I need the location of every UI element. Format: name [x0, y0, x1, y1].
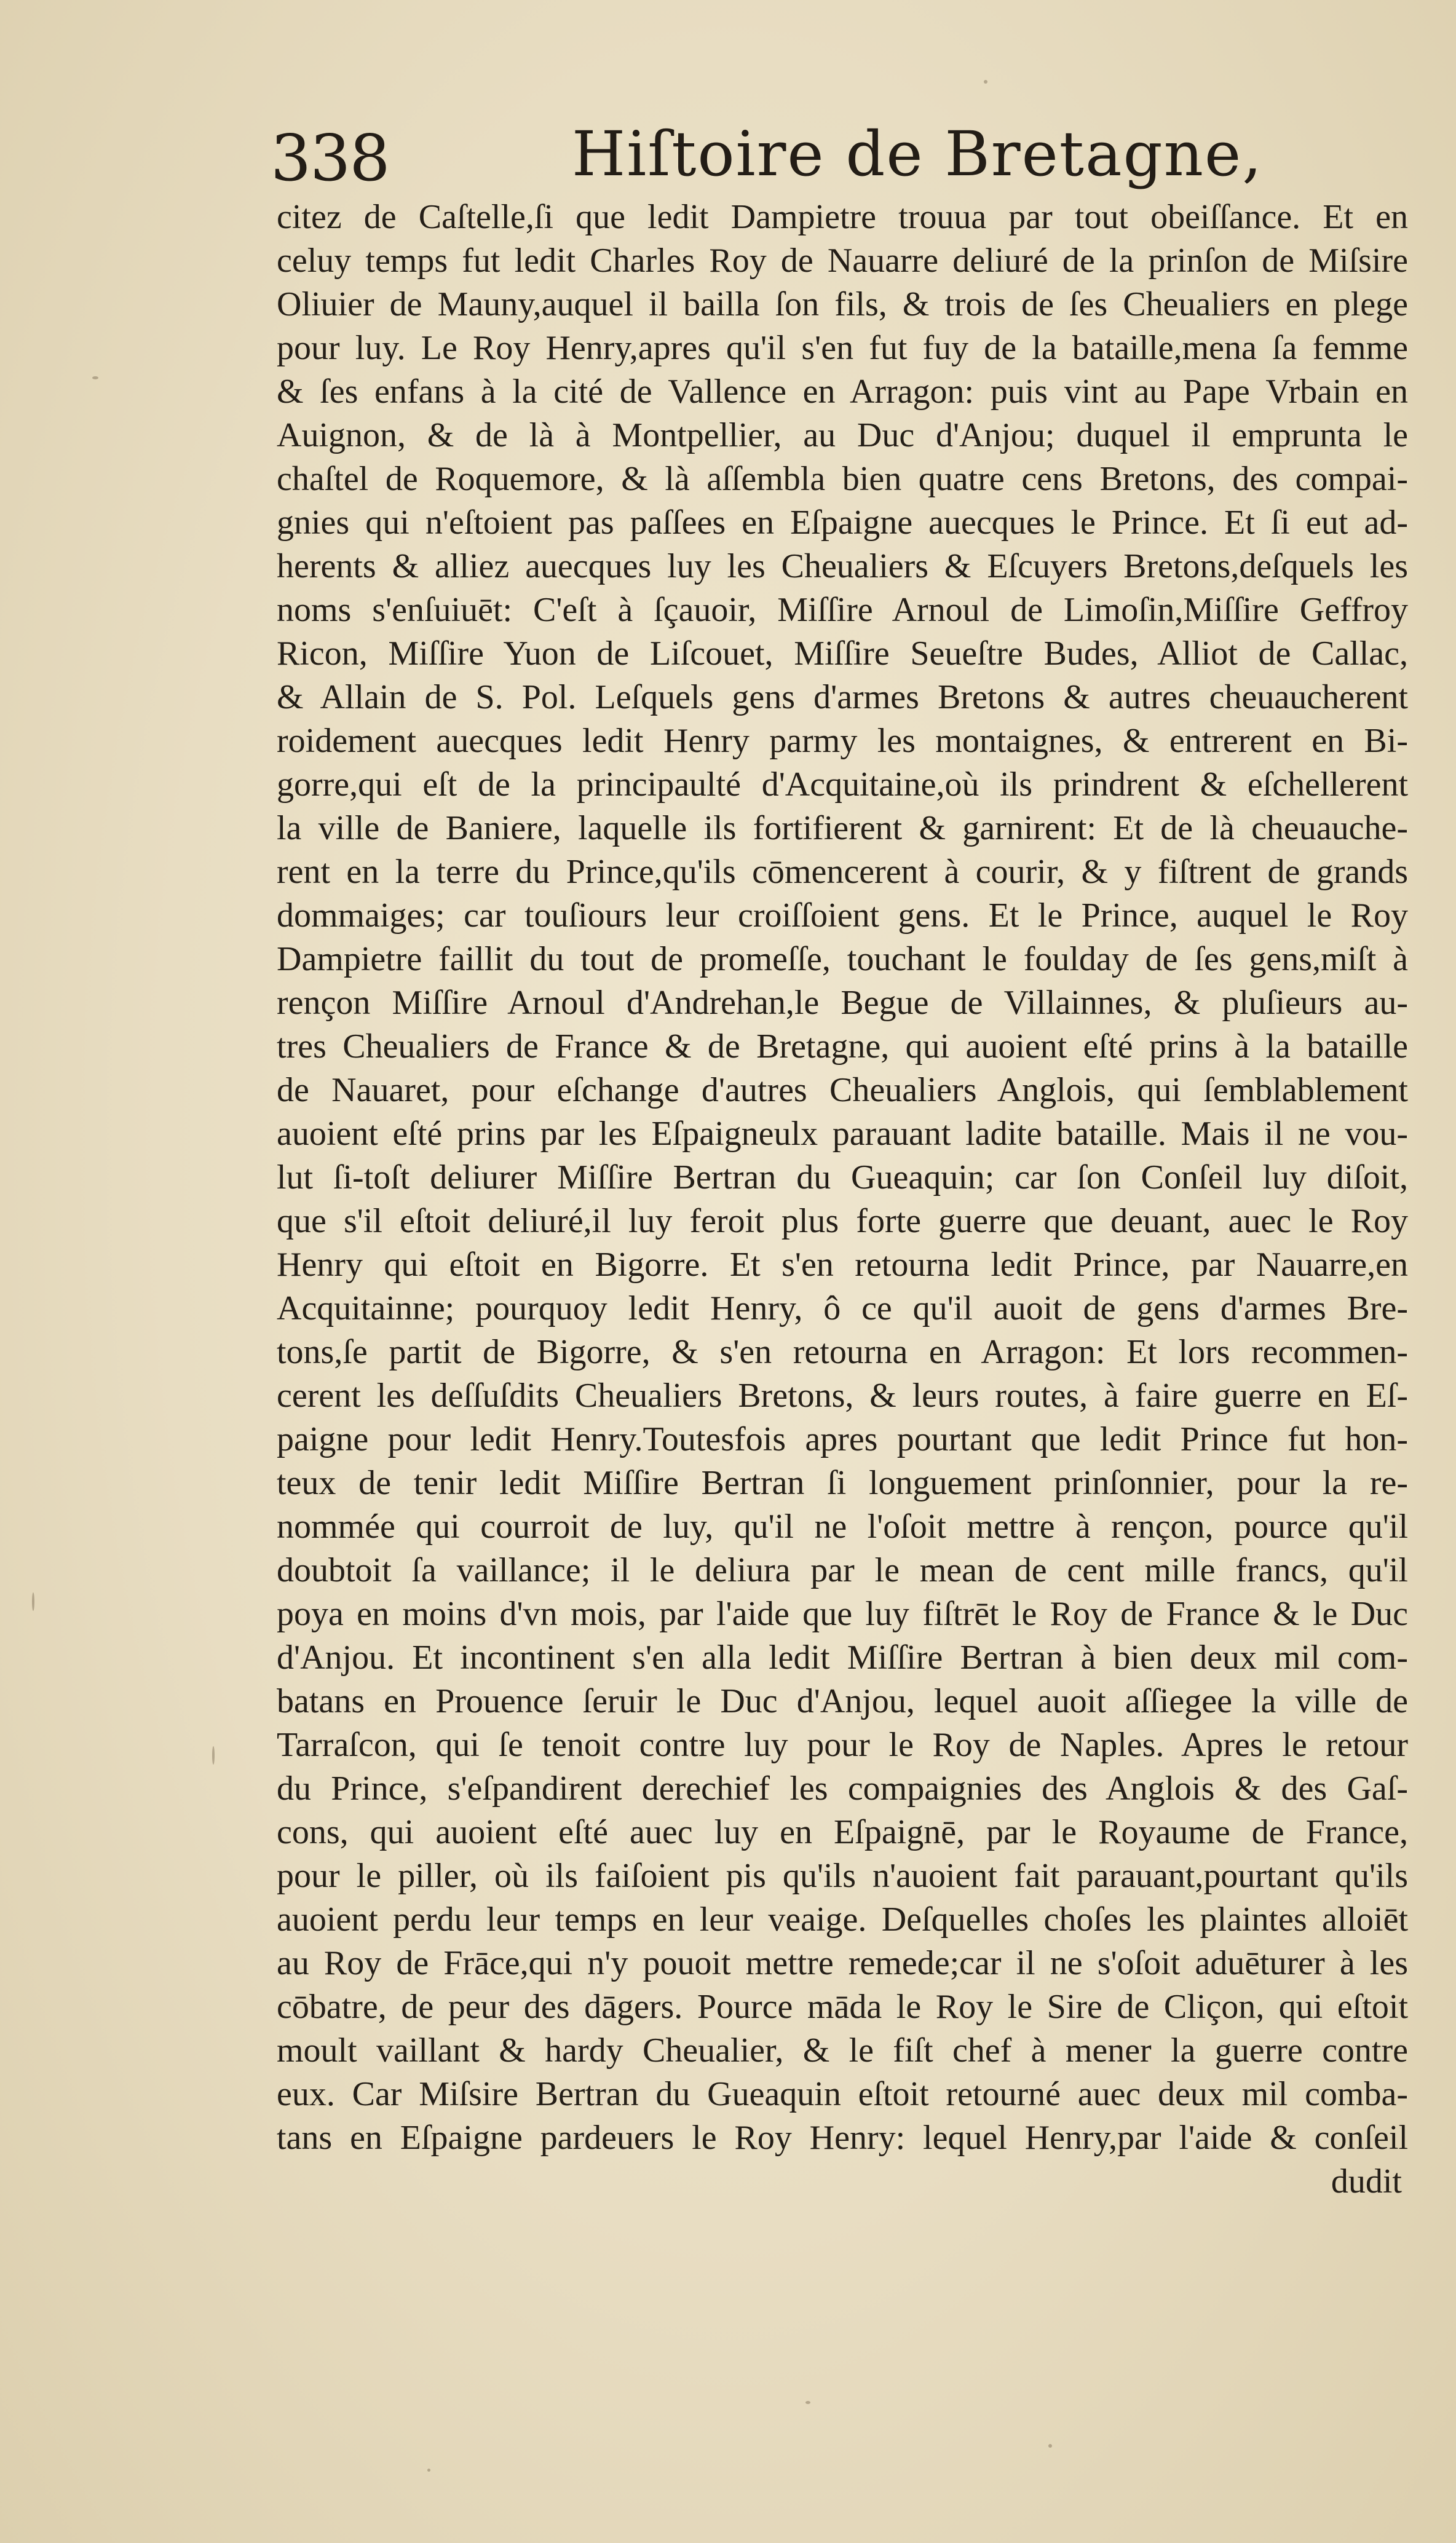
text-line: poya en moins d'vn mois, par l'aide que luy fiſtrēt le Roy de France & le Duc	[277, 1595, 1408, 1633]
text-line: lut ſi-toſt deliurer Miſſire Bertran du Gueaquin; car ſon Conſeil luy diſoit,	[277, 1158, 1408, 1196]
catchword: dudit	[1331, 2162, 1402, 2201]
text-line: dommaiges; car touſiours leur croiſſoient gens. Et le Prince, auquel le Roy	[277, 896, 1408, 935]
text-line: noms s'enſuiuēt: C'eſt à ſçauoir, Miſſire Arnoul de Limoſin,Miſſire Geffroy	[277, 591, 1408, 629]
page-number: 338	[271, 121, 389, 196]
paper-speck	[984, 80, 987, 84]
text-line: paigne pour ledit Henry.Toutesfois apres pourtant que ledit Prince fut hon-	[277, 1420, 1408, 1458]
text-line: batans en Prouence ſeruir le Duc d'Anjou, lequel auoit aſſiegee la ville de	[277, 1682, 1408, 1720]
text-line: tres Cheualiers de France & de Bretagne, qui auoient eſté prins à la bataille	[277, 1027, 1408, 1066]
text-line: celuy temps fut ledit Charles Roy de Nauarre deliuré de la prinſon de Miſsire	[277, 242, 1408, 280]
text-line: citez de Caſtelle,ſi que ledit Dampietre trouua par tout obeiſſance. Et en	[277, 198, 1408, 236]
text-line: roidement auecques ledit Henry parmy les montaignes, & entrerent en Bi-	[277, 722, 1408, 760]
paper-speck	[92, 376, 98, 379]
running-title: Hiſtoire de Bretagne,	[572, 118, 1263, 190]
paper-speck	[1048, 2444, 1052, 2448]
text-line: Dampietre faillit du tout de promeſſe, touchant le foulday de ſes gens,miſt à	[277, 940, 1408, 978]
paper-speck	[805, 2401, 810, 2404]
text-line: moult vaillant & hardy Cheualier, & le fiſt chef à mener la guerre contre	[277, 2031, 1408, 2070]
text-line: cons, qui auoient eſté auec luy en Eſpaignē, par le Royaume de France,	[277, 1813, 1408, 1851]
text-line: pour luy. Le Roy Henry,apres qu'il s'en fut fuy de la bataille,mena ſa femme	[277, 329, 1408, 367]
text-line: de Nauaret, pour eſchange d'autres Cheualiers Anglois, qui ſemblablement	[277, 1071, 1408, 1109]
text-line: rençon Miſſire Arnoul d'Andrehan,le Begue de Villainnes, & pluſieurs au-	[277, 984, 1408, 1022]
text-line: & Allain de S. Pol. Leſquels gens d'armes Bretons & autres cheuaucherent	[277, 678, 1408, 716]
text-line: que s'il eſtoit deliuré,il luy feroit plus forte guerre que deuant, auec le Roy	[277, 1202, 1408, 1240]
paper-speck	[427, 2469, 430, 2472]
text-line: auoient eſté prins par les Eſpaigneulx parauant ladite bataille. Mais il ne vou-	[277, 1115, 1408, 1153]
body-text	[277, 196, 1408, 2204]
text-line: du Prince, s'eſpandirent derechief les compaignies des Anglois & des Gaſ-	[277, 1770, 1408, 1808]
text-line: doubtoit ſa vaillance; il le deliura par le mean de cent mille francs, qu'il	[277, 1551, 1408, 1589]
text-line: cerent les deſſuſdits Cheualiers Bretons, & leurs routes, à faire guerre en Eſ-	[277, 1377, 1408, 1415]
text-line: Oliuier de Mauny,auquel il bailla ſon fils, & trois de ſes Cheualiers en plege	[277, 285, 1408, 323]
text-line: eux. Car Miſsire Bertran du Gueaquin eſtoit retourné auec deux mil comba-	[277, 2075, 1408, 2113]
text-line: cōbatre, de peur des dāgers. Pource māda le Roy le Sire de Cliçon, qui eſtoit	[277, 1988, 1408, 2026]
text-line: teux de tenir ledit Miſſire Bertran ſi longuement prinſonnier, pour la re-	[277, 1464, 1408, 1502]
text-line: d'Anjou. Et incontinent s'en alla ledit Miſſire Bertran à bien deux mil com-	[277, 1639, 1408, 1677]
paper-speck	[32, 1592, 34, 1611]
text-line: tons,ſe partit de Bigorre, & s'en retourna en Arragon: Et lors recommen-	[277, 1333, 1408, 1371]
text-line: auoient perdu leur temps en leur veaige. Deſquelles choſes les plaintes alloiēt	[277, 1900, 1408, 1939]
text-line: Ricon, Miſſire Yuon de Liſcouet, Miſſire Seueſtre Budes, Alliot de Callac,	[277, 635, 1408, 673]
text-line: nommée qui courroit de luy, qu'il ne l'oſoit mettre à rençon, pource qu'il	[277, 1508, 1408, 1546]
text-line: rent en la terre du Prince,qu'ils cōmencerent à courir, & y fiſtrent de grands	[277, 853, 1408, 891]
paper-speck	[212, 1746, 215, 1765]
text-line: la ville de Baniere, laquelle ils fortifierent & garnirent: Et de là cheuauche-	[277, 809, 1408, 847]
text-line: Henry qui eſtoit en Bigorre. Et s'en retourna ledit Prince, par Nauarre,en	[277, 1246, 1408, 1284]
text-line: Auignon, & de là à Montpellier, au Duc d'Anjou; duquel il emprunta le	[277, 416, 1408, 454]
text-line: gnies qui n'eſtoient pas paſſees en Eſpaigne auecques le Prince. Et ſi eut ad-	[277, 504, 1408, 542]
text-line: gorre,qui eſt de la principaulté d'Acquitaine,où ils prindrent & eſchellerent	[277, 765, 1408, 804]
page-header	[271, 118, 1426, 200]
text-line: Tarraſcon, qui ſe tenoit contre luy pour le Roy de Naples. Apres le retour	[277, 1726, 1408, 1764]
text-line: tans en Eſpaigne pardeuers le Roy Henry: lequel Henry,par l'aide & conſeil	[277, 2119, 1408, 2157]
text-line: au Roy de Frāce,qui n'y pouoit mettre remede;car il ne s'oſoit aduēturer à les	[277, 1944, 1408, 1982]
text-line: chaſtel de Roquemore, & là aſſembla bien quatre cens Bretons, des compai-	[277, 460, 1408, 498]
text-line: & ſes enfans à la cité de Vallence en Arragon: puis vint au Pape Vrbain en	[277, 373, 1408, 411]
text-line: Acquitainne; pourquoy ledit Henry, ô ce qu'il auoit de gens d'armes Bre-	[277, 1289, 1408, 1327]
text-line: pour le piller, où ils faiſoient pis qu'ils n'auoient fait parauant,pourtant qu'ils	[277, 1857, 1408, 1895]
text-line: herents & alliez auecques luy les Cheualiers & Eſcuyers Bretons,deſquels les	[277, 547, 1408, 585]
